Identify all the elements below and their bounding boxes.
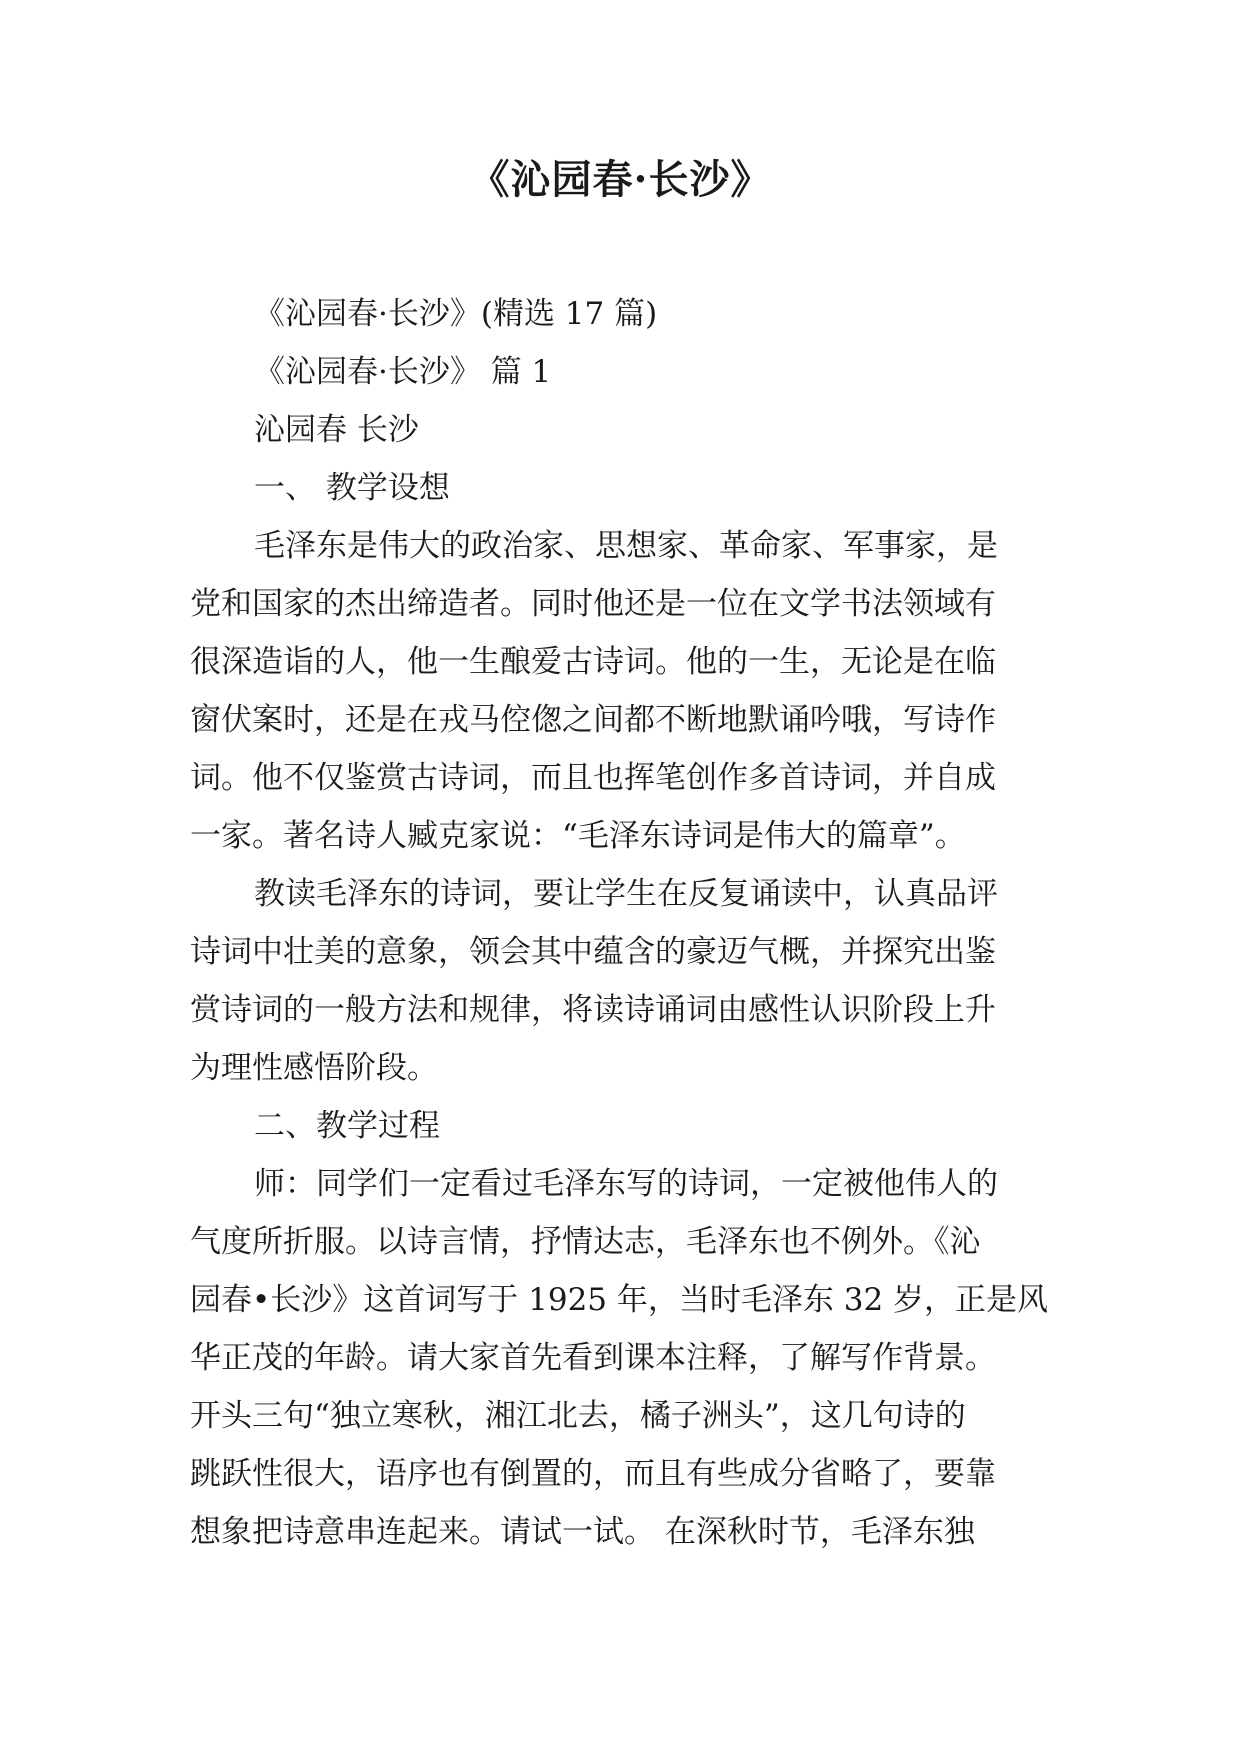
- paragraph-line: 气度所折服。以诗言情，抒情达志，毛泽东也不例外。《沁: [190, 1224, 981, 1260]
- section-heading-1: 一、 教学设想: [254, 470, 450, 506]
- chapter-line: 《沁园春·长沙》 篇 1: [254, 354, 552, 390]
- paragraph-line: 华正茂的年龄。请大家首先看到课本注释，了解写作背景。: [190, 1340, 996, 1376]
- paragraph-line: 词。他不仅鉴赏古诗词，而且也挥笔创作多首诗词，并自成: [190, 760, 996, 796]
- paragraph-1: [190, 517, 1050, 865]
- paragraph-line: 想象把诗意串连起来。请试一试。 在深秋时节，毛泽东独: [190, 1514, 975, 1550]
- paragraph-line: 毛泽东是伟大的政治家、思想家、革命家、军事家，是: [254, 528, 998, 564]
- poem-title-line: 沁园春 长沙: [254, 412, 419, 448]
- paragraph-line: 教读毛泽东的诗词，要让学生在反复诵读中，认真品评: [254, 876, 998, 912]
- paragraph-line: 赏诗词的一般方法和规律，将读诗诵词由感性认识阶段上升: [190, 992, 996, 1028]
- section-heading-2: 二、教学过程: [254, 1108, 440, 1144]
- paragraph-3: [190, 1155, 1050, 1561]
- paragraph-line: 开头三句“独立寒秋，湘江北去，橘子洲头”，这几句诗的: [190, 1398, 966, 1434]
- paragraph-line: 为理性感悟阶段。: [190, 1050, 438, 1086]
- paragraph-line: 诗词中壮美的意象，领会其中蕴含的豪迈气概，并探究出鉴: [190, 934, 996, 970]
- paragraph-2: [190, 865, 1050, 1097]
- document-title: 《沁园春·长沙》: [469, 156, 772, 203]
- document-body: [190, 285, 1050, 1561]
- paragraph-line: 窗伏案时，还是在戎马倥偬之间都不断地默诵吟哦，写诗作: [190, 702, 996, 738]
- paragraph-line: 党和国家的杰出缔造者。同时他还是一位在文学书法领域有: [190, 586, 996, 622]
- paragraph-line: 师：同学们一定看过毛泽东写的诗词，一定被他伟人的: [254, 1166, 998, 1202]
- paragraph-line: 园春•长沙》这首词写于 1925 年，当时毛泽东 32 岁，正是风: [190, 1282, 1049, 1318]
- subtitle-line: 《沁园春·长沙》(精选 17 篇): [254, 296, 658, 332]
- paragraph-line: 一家。著名诗人臧克家说：“毛泽东诗词是伟大的篇章”。: [190, 818, 966, 854]
- paragraph-line: 很深造诣的人，他一生酿爱古诗词。他的一生，无论是在临: [190, 644, 996, 680]
- paragraph-line: 跳跃性很大，语序也有倒置的，而且有些成分省略了，要靠: [190, 1456, 996, 1492]
